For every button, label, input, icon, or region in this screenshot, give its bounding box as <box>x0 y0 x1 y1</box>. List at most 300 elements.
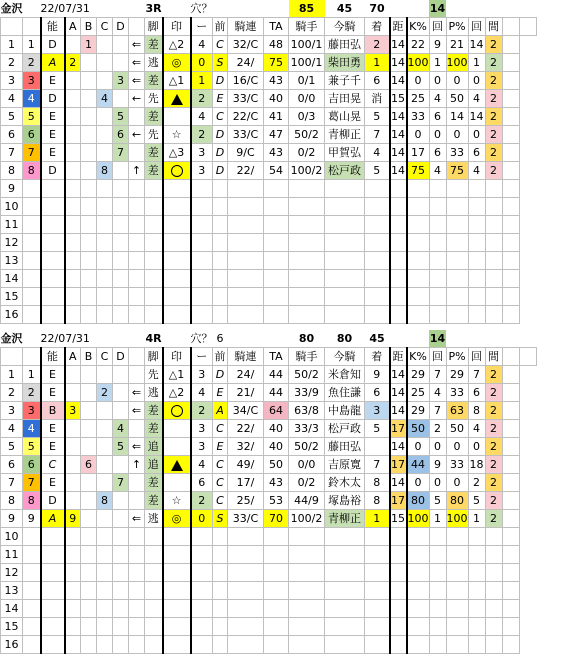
running-style[interactable]: 差 <box>145 108 163 126</box>
p-count[interactable]: 14 <box>468 108 485 126</box>
col-dash[interactable]: 0 <box>191 54 213 72</box>
empty-row[interactable] <box>1 252 537 270</box>
p-count[interactable]: 6 <box>468 384 485 402</box>
column-header[interactable]: ー <box>191 348 213 366</box>
col-b[interactable] <box>81 366 97 384</box>
front-rank[interactable]: C <box>213 36 228 54</box>
running-style[interactable]: 先 <box>145 90 163 108</box>
ability-rank[interactable]: E <box>41 108 65 126</box>
column-header[interactable]: 回 <box>429 18 446 36</box>
row-number[interactable]: 8 <box>1 162 23 180</box>
interval[interactable]: 2 <box>485 402 502 420</box>
col-a[interactable] <box>65 72 81 90</box>
interval[interactable]: 2 <box>485 384 502 402</box>
jockey-record[interactable]: 100/1 <box>289 36 325 54</box>
horse-row[interactable] <box>1 492 537 510</box>
col-d[interactable]: 7 <box>113 144 129 162</box>
prediction-mark[interactable] <box>163 438 191 456</box>
front-rank[interactable]: D <box>213 126 228 144</box>
column-header[interactable]: 脚 <box>145 348 163 366</box>
ta-value[interactable]: 47 <box>264 126 289 144</box>
p-count[interactable]: 18 <box>468 456 485 474</box>
current-jockey[interactable]: 甲賀弘 <box>325 144 365 162</box>
ta-value[interactable]: 64 <box>264 402 289 420</box>
finish-position[interactable]: 8 <box>365 492 390 510</box>
empty-row[interactable] <box>1 306 537 324</box>
arrow-icon[interactable] <box>129 420 145 438</box>
col-b[interactable] <box>81 144 97 162</box>
col-c[interactable]: 2 <box>97 384 113 402</box>
col-a[interactable] <box>65 366 81 384</box>
jockey-record[interactable]: 50/2 <box>289 126 325 144</box>
empty-row[interactable] <box>1 180 537 198</box>
empty-row[interactable] <box>1 582 537 600</box>
row-number[interactable]: 1 <box>1 366 23 384</box>
running-style[interactable]: 先 <box>145 126 163 144</box>
col-d[interactable]: 5 <box>113 108 129 126</box>
distance[interactable]: 17 <box>390 456 407 474</box>
column-header[interactable] <box>129 348 145 366</box>
front-rank[interactable]: D <box>213 162 228 180</box>
jockey-record[interactable]: 0/2 <box>289 144 325 162</box>
row-number[interactable]: 3 <box>1 402 23 420</box>
horse-row[interactable] <box>1 384 537 402</box>
gate-number[interactable]: 6 <box>23 126 41 144</box>
ta-value[interactable]: 70 <box>264 510 289 528</box>
col-a[interactable] <box>65 144 81 162</box>
score-1[interactable]: 85 <box>289 0 325 18</box>
current-jockey[interactable]: 青柳正 <box>325 126 365 144</box>
col-a[interactable] <box>65 90 81 108</box>
jockey-rate[interactable]: 22/ <box>228 162 264 180</box>
column-header[interactable]: C <box>97 18 113 36</box>
front-rank[interactable]: A <box>213 402 228 420</box>
p-percent[interactable]: 33 <box>446 384 468 402</box>
arrow-icon[interactable]: ← <box>129 90 145 108</box>
col-a[interactable] <box>65 108 81 126</box>
p-percent[interactable]: 50 <box>446 90 468 108</box>
k-percent[interactable]: 17 <box>407 144 430 162</box>
gate-number[interactable]: 5 <box>23 438 41 456</box>
col-b[interactable] <box>81 492 97 510</box>
front-rank[interactable]: E <box>213 384 228 402</box>
arrow-icon[interactable] <box>129 474 145 492</box>
column-header[interactable]: TA <box>264 18 289 36</box>
col-c[interactable]: 8 <box>97 492 113 510</box>
col-a[interactable] <box>65 420 81 438</box>
finish-position[interactable]: 1 <box>365 510 390 528</box>
col-b[interactable] <box>81 126 97 144</box>
col-dash[interactable]: 6 <box>191 474 213 492</box>
current-jockey[interactable]: 吉原寛 <box>325 456 365 474</box>
row-number[interactable]: 5 <box>1 108 23 126</box>
front-rank[interactable]: C <box>213 456 228 474</box>
row-number[interactable]: 6 <box>1 126 23 144</box>
arrow-icon[interactable] <box>129 492 145 510</box>
ta-value[interactable]: 54 <box>264 162 289 180</box>
running-style[interactable]: 追 <box>145 438 163 456</box>
score-2[interactable]: 45 <box>336 2 353 15</box>
k-percent[interactable]: 0 <box>407 474 430 492</box>
current-jockey[interactable]: 兼子千 <box>325 72 365 90</box>
ability-rank[interactable]: E <box>41 366 65 384</box>
col-c[interactable] <box>97 72 113 90</box>
row-number[interactable]: 7 <box>1 474 23 492</box>
ability-rank[interactable]: E <box>41 126 65 144</box>
running-style[interactable]: 差 <box>145 162 163 180</box>
jockey-rate[interactable]: 24/ <box>228 54 264 72</box>
ability-rank[interactable]: B <box>41 402 65 420</box>
jockey-record[interactable]: 63/8 <box>289 402 325 420</box>
col-a[interactable]: 2 <box>65 54 81 72</box>
column-header[interactable]: A <box>65 18 81 36</box>
arrow-icon[interactable]: ← <box>129 126 145 144</box>
p-count[interactable]: 4 <box>468 90 485 108</box>
col-dash[interactable]: 2 <box>191 90 213 108</box>
ta-value[interactable]: 75 <box>264 54 289 72</box>
col-d[interactable] <box>113 90 129 108</box>
distance[interactable]: 17 <box>390 420 407 438</box>
current-jockey[interactable]: 藤田弘 <box>325 36 365 54</box>
ta-value[interactable]: 40 <box>264 90 289 108</box>
col-c[interactable] <box>97 420 113 438</box>
p-percent[interactable]: 0 <box>446 438 468 456</box>
p-percent[interactable]: 33 <box>446 144 468 162</box>
row-number[interactable]: 6 <box>1 456 23 474</box>
jockey-record[interactable]: 0/0 <box>289 456 325 474</box>
ta-value[interactable]: 48 <box>264 36 289 54</box>
col-a[interactable] <box>65 384 81 402</box>
col-c[interactable] <box>97 402 113 420</box>
prediction-mark[interactable]: ◎ <box>163 54 191 72</box>
prediction-mark[interactable] <box>163 108 191 126</box>
running-style[interactable]: 差 <box>145 492 163 510</box>
prediction-mark[interactable] <box>163 90 191 108</box>
row-number[interactable]: 12 <box>1 564 23 582</box>
ability-rank[interactable]: A <box>41 54 65 72</box>
column-header[interactable]: C <box>97 348 113 366</box>
p-percent[interactable]: 33 <box>446 456 468 474</box>
prediction-mark[interactable]: ☆ <box>163 126 191 144</box>
distance[interactable]: 14 <box>390 438 407 456</box>
arrow-icon[interactable]: ⇐ <box>129 384 145 402</box>
col-b[interactable] <box>81 474 97 492</box>
col-dash[interactable]: 4 <box>191 36 213 54</box>
distance[interactable]: 14 <box>390 54 407 72</box>
horse-row[interactable] <box>1 36 537 54</box>
p-count[interactable]: 4 <box>468 162 485 180</box>
finish-position[interactable]: 5 <box>365 108 390 126</box>
current-jockey[interactable]: 松戸政 <box>325 162 365 180</box>
row-number[interactable]: 7 <box>1 144 23 162</box>
horse-row[interactable] <box>1 420 537 438</box>
column-header[interactable]: TA <box>264 348 289 366</box>
p-count[interactable]: 2 <box>468 474 485 492</box>
finish-position[interactable]: 9 <box>365 366 390 384</box>
interval[interactable]: 2 <box>485 366 502 384</box>
distance[interactable]: 14 <box>390 366 407 384</box>
gate-number[interactable]: 5 <box>23 108 41 126</box>
row-number[interactable]: 13 <box>1 582 23 600</box>
arrow-icon[interactable]: ⇐ <box>129 438 145 456</box>
col-d[interactable] <box>113 456 129 474</box>
gate-number[interactable]: 6 <box>23 456 41 474</box>
distance[interactable]: 14 <box>390 402 407 420</box>
distance[interactable]: 15 <box>390 90 407 108</box>
row-number[interactable]: 4 <box>1 90 23 108</box>
distance[interactable]: 14 <box>390 108 407 126</box>
col-c[interactable] <box>97 126 113 144</box>
arrow-icon[interactable]: ↑ <box>129 456 145 474</box>
gate-number[interactable]: 8 <box>23 162 41 180</box>
row-number[interactable]: 8 <box>1 492 23 510</box>
running-style[interactable]: 逃 <box>145 510 163 528</box>
front-rank[interactable]: E <box>213 438 228 456</box>
front-rank[interactable]: S <box>213 54 228 72</box>
column-header[interactable]: 印 <box>163 18 191 36</box>
row-number[interactable]: 9 <box>1 510 23 528</box>
running-style[interactable]: 差 <box>145 474 163 492</box>
venue-label[interactable]: 金沢 <box>0 332 23 345</box>
row-number[interactable]: 15 <box>1 618 23 636</box>
col-b[interactable] <box>81 90 97 108</box>
gate-number[interactable]: 4 <box>23 90 41 108</box>
k-percent[interactable]: 100 <box>407 54 430 72</box>
interval[interactable]: 2 <box>485 54 502 72</box>
col-d[interactable] <box>113 402 129 420</box>
score-1[interactable]: 80 <box>298 332 315 345</box>
jockey-record[interactable]: 0/1 <box>289 72 325 90</box>
running-style[interactable]: 差 <box>145 144 163 162</box>
distance[interactable]: 14 <box>390 162 407 180</box>
horse-row[interactable] <box>1 402 537 420</box>
col-b[interactable]: 6 <box>81 456 97 474</box>
prediction-mark[interactable] <box>163 474 191 492</box>
current-jockey[interactable]: 中島龍 <box>325 402 365 420</box>
row-number[interactable]: 1 <box>1 36 23 54</box>
row-number[interactable]: 15 <box>1 288 23 306</box>
current-jockey[interactable]: 柴田勇 <box>325 54 365 72</box>
jockey-rate[interactable]: 21/ <box>228 384 264 402</box>
finish-position[interactable]: 2 <box>365 36 390 54</box>
col-dash[interactable]: 1 <box>191 72 213 90</box>
finish-position[interactable]: 7 <box>365 456 390 474</box>
col-a[interactable]: 3 <box>65 402 81 420</box>
finish-position[interactable]: 3 <box>365 402 390 420</box>
col-b[interactable] <box>81 54 97 72</box>
col-d[interactable] <box>113 36 129 54</box>
p-percent[interactable]: 80 <box>446 492 468 510</box>
gate-number[interactable]: 3 <box>23 402 41 420</box>
horse-row[interactable] <box>1 438 537 456</box>
column-header[interactable]: B <box>81 18 97 36</box>
date-label[interactable]: 22/07/31 <box>40 2 90 15</box>
venue-label[interactable]: 金沢 <box>0 2 23 15</box>
col-d[interactable]: 6 <box>113 126 129 144</box>
col-c[interactable] <box>97 438 113 456</box>
current-jockey[interactable]: 松戸政 <box>325 420 365 438</box>
empty-row[interactable] <box>1 528 537 546</box>
empty-row[interactable] <box>1 546 537 564</box>
ability-rank[interactable]: E <box>41 384 65 402</box>
prediction-mark[interactable]: △2 <box>163 36 191 54</box>
jockey-record[interactable]: 0/0 <box>289 90 325 108</box>
gate-number[interactable]: 9 <box>23 510 41 528</box>
k-count[interactable]: 0 <box>429 438 446 456</box>
col-d[interactable] <box>113 366 129 384</box>
column-header[interactable]: 騎手 <box>289 348 325 366</box>
interval[interactable]: 2 <box>485 162 502 180</box>
column-header[interactable]: 間 <box>485 348 502 366</box>
row-number[interactable]: 14 <box>1 600 23 618</box>
k-percent[interactable]: 0 <box>407 438 430 456</box>
jockey-record[interactable]: 0/2 <box>289 474 325 492</box>
jockey-record[interactable]: 33/9 <box>289 384 325 402</box>
front-rank[interactable]: C <box>213 492 228 510</box>
column-header[interactable]: 距 <box>390 18 407 36</box>
column-header[interactable]: 能 <box>41 348 65 366</box>
horse-row[interactable] <box>1 108 537 126</box>
column-header[interactable] <box>129 18 145 36</box>
k-count[interactable]: 6 <box>429 108 446 126</box>
column-header[interactable]: K% <box>407 348 430 366</box>
score-3[interactable]: 45 <box>369 332 385 345</box>
race-number[interactable]: 3R <box>145 2 162 15</box>
ta-value[interactable]: 44 <box>264 384 289 402</box>
col-a[interactable]: 9 <box>65 510 81 528</box>
interval[interactable]: 2 <box>485 438 502 456</box>
k-count[interactable]: 7 <box>429 402 446 420</box>
jockey-rate[interactable]: 22/ <box>228 420 264 438</box>
k-percent[interactable]: 80 <box>407 492 430 510</box>
col-b[interactable] <box>81 420 97 438</box>
distance[interactable]: 14 <box>390 72 407 90</box>
column-header[interactable]: 前 <box>213 348 228 366</box>
finish-position[interactable]: 5 <box>365 162 390 180</box>
column-header[interactable]: B <box>81 348 97 366</box>
row-number[interactable]: 10 <box>1 528 23 546</box>
prediction-mark[interactable] <box>163 456 191 474</box>
ability-rank[interactable]: E <box>41 72 65 90</box>
col-c[interactable] <box>97 474 113 492</box>
finish-position[interactable]: 消 <box>365 90 390 108</box>
col-dash[interactable]: 4 <box>191 108 213 126</box>
interval[interactable]: 2 <box>485 126 502 144</box>
k-count[interactable]: 4 <box>429 384 446 402</box>
column-header[interactable]: D <box>113 18 129 36</box>
column-header[interactable]: ー <box>191 18 213 36</box>
ta-value[interactable]: 40 <box>264 438 289 456</box>
distance[interactable]: 14 <box>390 384 407 402</box>
jockey-rate[interactable]: 33/C <box>228 90 264 108</box>
ta-value[interactable]: 40 <box>264 420 289 438</box>
column-header[interactable]: 距 <box>390 348 407 366</box>
k-count[interactable]: 5 <box>429 492 446 510</box>
col-d[interactable] <box>113 54 129 72</box>
ability-rank[interactable]: C <box>41 456 65 474</box>
ta-value[interactable]: 53 <box>264 492 289 510</box>
jockey-record[interactable]: 44/9 <box>289 492 325 510</box>
k-percent[interactable]: 25 <box>407 384 430 402</box>
prediction-mark[interactable] <box>163 162 191 180</box>
distance[interactable]: 14 <box>390 474 407 492</box>
k-percent[interactable]: 0 <box>407 126 430 144</box>
col-b[interactable] <box>81 108 97 126</box>
col-c[interactable] <box>97 108 113 126</box>
front-rank[interactable]: S <box>213 510 228 528</box>
distance-header[interactable]: 14 <box>429 0 446 18</box>
row-number[interactable]: 10 <box>1 198 23 216</box>
p-count[interactable]: 14 <box>468 36 485 54</box>
running-style[interactable]: 差 <box>145 36 163 54</box>
column-header[interactable]: 着 <box>365 348 390 366</box>
k-count[interactable]: 7 <box>429 366 446 384</box>
col-a[interactable] <box>65 162 81 180</box>
jockey-record[interactable]: 100/2 <box>289 162 325 180</box>
p-count[interactable]: 7 <box>468 366 485 384</box>
ability-rank[interactable]: D <box>41 36 65 54</box>
gate-number[interactable]: 1 <box>23 366 41 384</box>
k-count[interactable]: 0 <box>429 474 446 492</box>
p-count[interactable]: 0 <box>468 126 485 144</box>
col-d[interactable]: 4 <box>113 420 129 438</box>
col-dash[interactable]: 3 <box>191 366 213 384</box>
col-dash[interactable]: 2 <box>191 402 213 420</box>
interval[interactable]: 2 <box>485 108 502 126</box>
k-percent[interactable]: 29 <box>407 366 430 384</box>
k-percent[interactable]: 33 <box>407 108 430 126</box>
ability-rank[interactable]: D <box>41 492 65 510</box>
current-jockey[interactable]: 藤田弘 <box>325 438 365 456</box>
front-rank[interactable]: E <box>213 90 228 108</box>
arrow-icon[interactable] <box>129 144 145 162</box>
ana-value[interactable] <box>213 0 228 18</box>
column-header[interactable]: 回 <box>468 348 485 366</box>
col-a[interactable] <box>65 492 81 510</box>
jockey-rate[interactable]: 33/C <box>228 126 264 144</box>
ta-value[interactable]: 43 <box>264 144 289 162</box>
score-3[interactable]: 70 <box>369 2 385 15</box>
interval[interactable]: 2 <box>485 510 502 528</box>
gate-number[interactable]: 7 <box>23 474 41 492</box>
ability-rank[interactable]: E <box>41 474 65 492</box>
empty-row[interactable] <box>1 618 537 636</box>
col-c[interactable] <box>97 144 113 162</box>
row-number[interactable]: 12 <box>1 234 23 252</box>
col-b[interactable]: 1 <box>81 36 97 54</box>
interval[interactable]: 2 <box>485 420 502 438</box>
jockey-record[interactable]: 100/2 <box>289 510 325 528</box>
col-c[interactable]: 4 <box>97 90 113 108</box>
k-percent[interactable]: 100 <box>407 510 430 528</box>
horse-row[interactable] <box>1 456 537 474</box>
row-number[interactable]: 9 <box>1 180 23 198</box>
p-percent[interactable]: 50 <box>446 420 468 438</box>
ta-value[interactable]: 41 <box>264 108 289 126</box>
current-jockey[interactable]: 塚島裕 <box>325 492 365 510</box>
col-b[interactable] <box>81 162 97 180</box>
column-header[interactable]: 回 <box>429 348 446 366</box>
prediction-mark[interactable]: △3 <box>163 144 191 162</box>
row-number[interactable]: 4 <box>1 420 23 438</box>
ana-label[interactable]: 穴？ <box>190 332 213 345</box>
column-header[interactable]: A <box>65 348 81 366</box>
running-style[interactable]: 追 <box>145 456 163 474</box>
finish-position[interactable]: 6 <box>365 72 390 90</box>
col-d[interactable]: 3 <box>113 72 129 90</box>
column-header[interactable]: 印 <box>163 348 191 366</box>
prediction-mark[interactable]: △1 <box>163 366 191 384</box>
